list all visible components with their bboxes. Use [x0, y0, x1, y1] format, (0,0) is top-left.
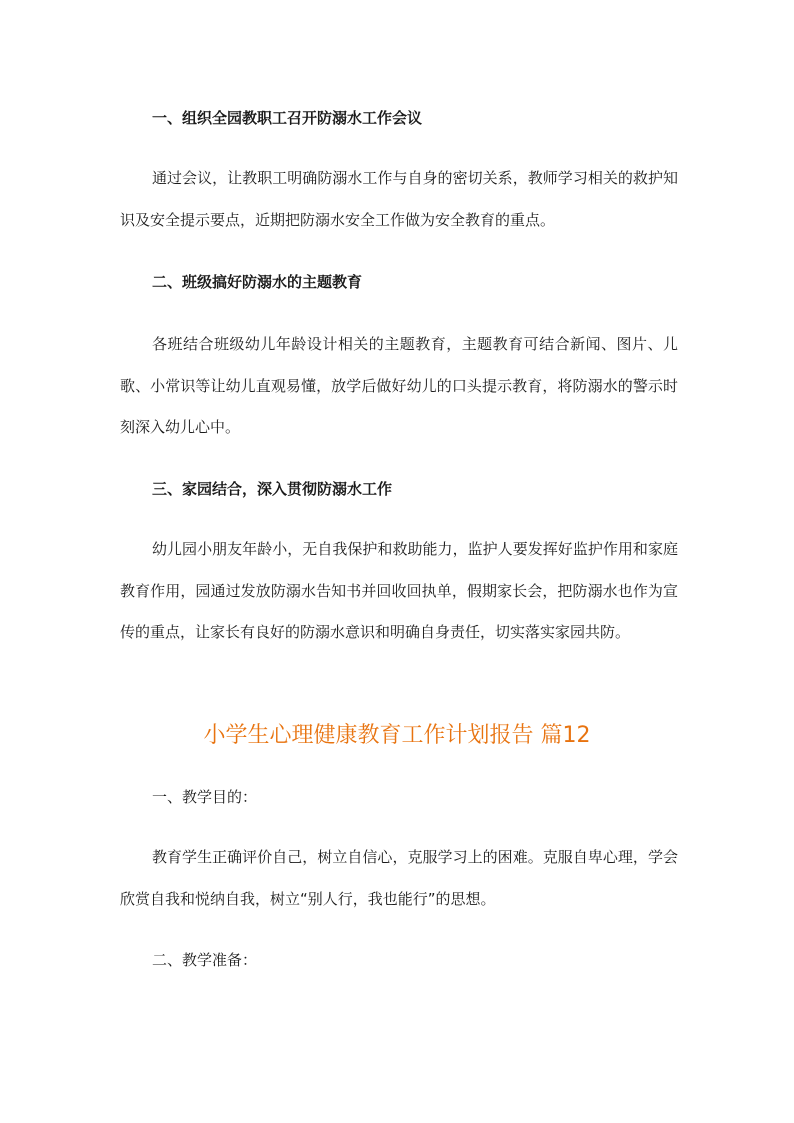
section-title: 小学生心理健康教育工作计划报告 篇12	[203, 723, 591, 748]
paragraph-class-theme-education: 各班结合班级幼儿年龄设计相关的主题教育，主题教育可结合新闻、图片、儿歌、小常识等让幼儿直观易懂，放学后做好幼儿的口头提示教育，将防溺水的警示时刻深入幼儿心中。	[120, 335, 678, 436]
heading-class-theme-education: 二、班级搞好防溺水的主题教育	[152, 273, 363, 291]
paragraph-staff-meeting: 通过会议，让教职工明确防溺水工作与自身的密切关系，教师学习相关的救护知识及安全提示要点，近期把防溺水安全工作做为安全教育的重点。	[120, 169, 678, 229]
heading-staff-meeting: 一、组织全园教职工召开防溺水工作会议	[152, 109, 423, 127]
heading-teaching-preparation: 二、教学准备：	[152, 951, 258, 969]
paragraph-home-school-cooperation: 幼儿园小朋友年龄小，无自我保护和救助能力，监护人要发挥好监护作用和家庭教育作用，园通过发放防溺水告知书并回收回执单，假期家长会，把防溺水也作为宣传的重点，让家长有良好的防溺水意识和明确自身责任，切实落实家园共防。	[120, 540, 678, 641]
heading-home-school-cooperation: 三、家园结合，深入贯彻防溺水工作	[152, 480, 393, 498]
heading-teaching-purpose: 一、教学目的：	[152, 788, 258, 806]
paragraph-teaching-purpose: 教育学生正确评价自己，树立自信心，克服学习上的困难。克服自卑心理，学会欣赏自我和悦纳自我，树立“别人行，我也能行”的思想。	[120, 848, 678, 908]
